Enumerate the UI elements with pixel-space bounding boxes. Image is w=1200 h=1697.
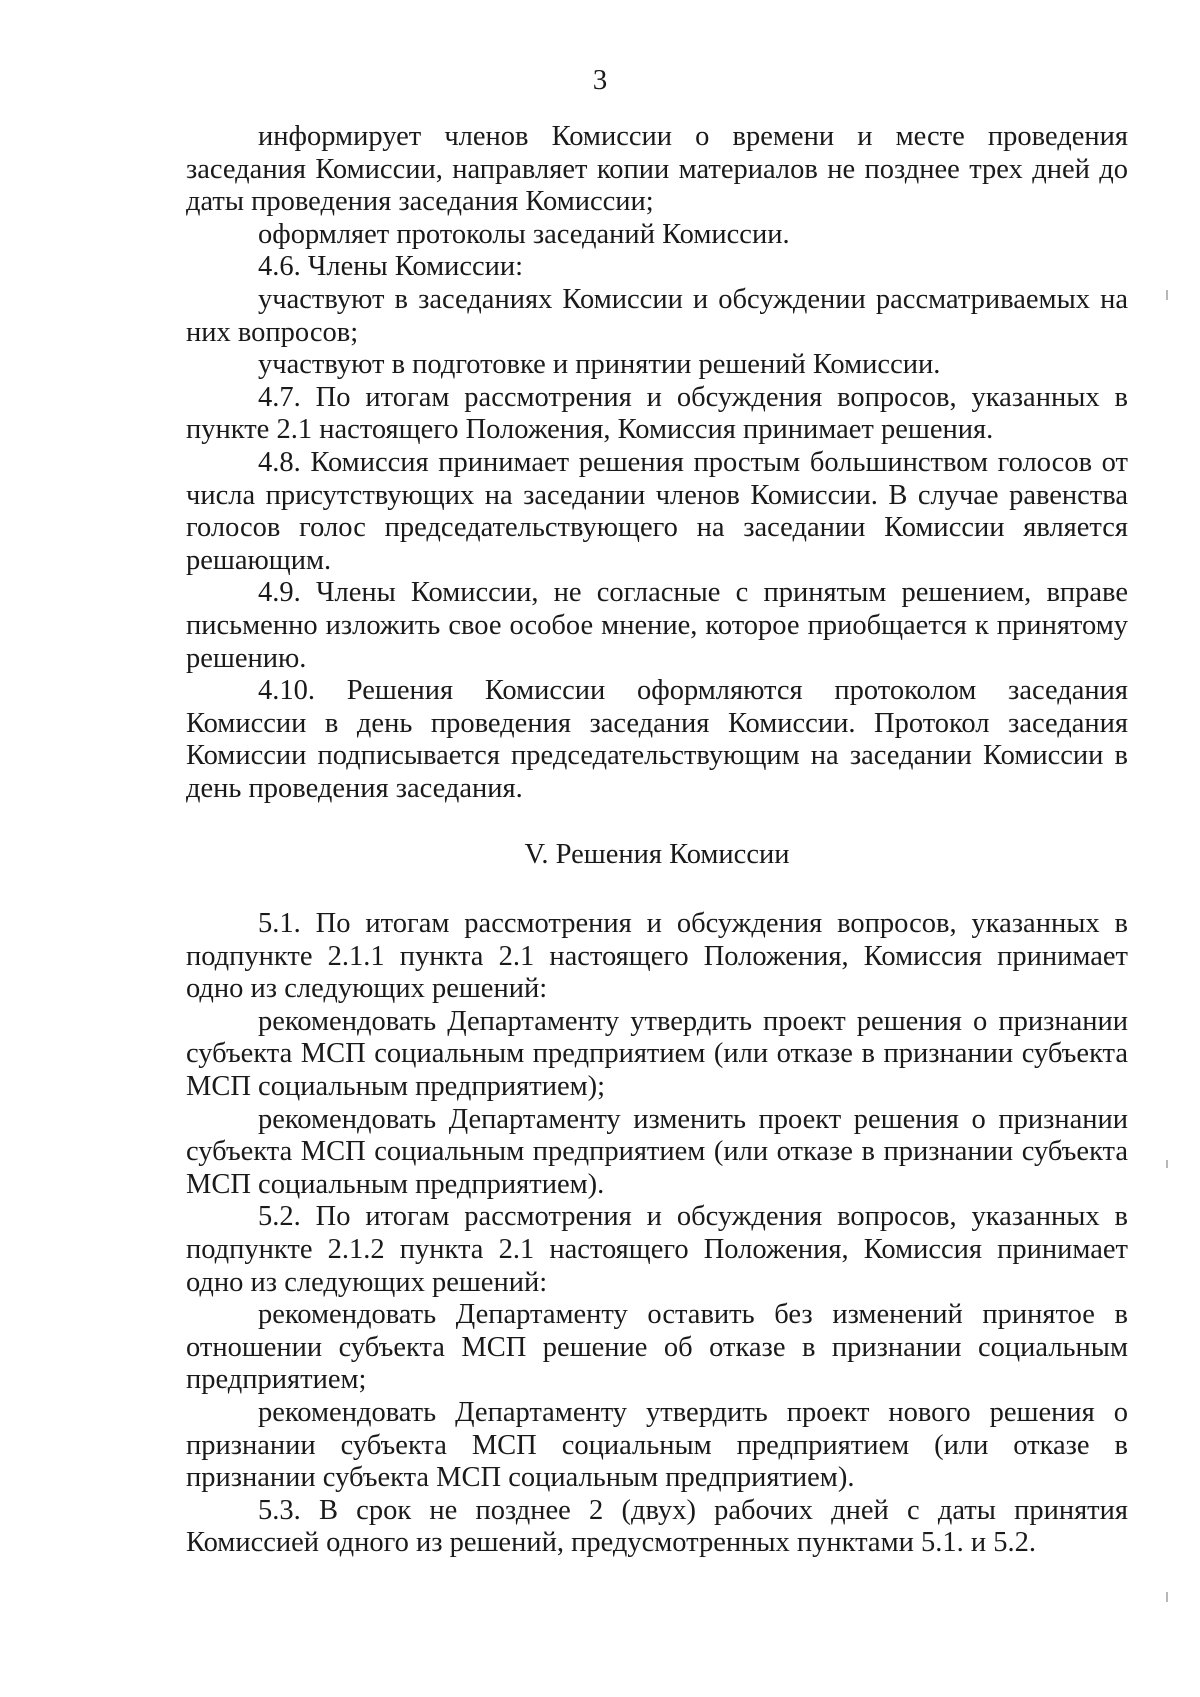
paragraph: участвуют в подготовке и принятии решений Комиссии. [258,349,941,381]
paragraph: 5.2. По итогам рассмотрения и обсуждения вопросов, указанных в подпункте 2.1.2 пункта 2.1 настоящего Положения, Комиссия принимает одно из следующих решений: [186,1201,1128,1298]
paragraph: 4.7. По итогам рассмотрения и обсуждения вопросов, указанных в пункте 2.1 настоящего Положения, Комиссия принимает решения. [186,381,1128,446]
scan-artifact [1166,1160,1168,1168]
paragraph: 5.1. По итогам рассмотрения и обсуждения вопросов, указанных в подпункте 2.1.1 пункта 2.1 настоящего Положения, Комиссия принимает одно из следующих решений: [186,908,1128,1005]
paragraph: оформляет протоколы заседаний Комиссии. [258,218,790,250]
paragraph: 4.6. Члены Комиссии: [258,251,524,283]
page-number: 3 [592,64,608,96]
section-heading: V. Решения Комиссии [524,839,790,871]
paragraph: информирует членов Комиссии о времени и месте проведения заседания Комиссии, направляет копии материалов не позднее трех дней до даты проведения заседания Комиссии; [186,121,1128,218]
document-body [186,121,1128,1560]
paragraph: рекомендовать Департаменту утвердить проект решения о признании субъекта МСП социальным предприятием (или отказе в признании субъекта МСП социальным предприятием); [186,1005,1128,1103]
paragraph: 4.8. Комиссия принимает решения простым большинством голосов от числа присутствующих на заседании членов Комиссии. В случае равенства голосов голос председательствующего на заседании Комиссии является решающим. [186,446,1128,576]
scan-artifact [1166,290,1168,300]
paragraph: рекомендовать Департаменту оставить без изменений принятое в отношении субъекта МСП решение об отказе в признании социальным предприятием; [186,1299,1128,1396]
paragraph: участвуют в заседаниях Комиссии и обсуждении рассматриваемых на них вопросов; [186,283,1128,348]
paragraph: 4.9. Члены Комиссии, не согласные с принятым решением, вправе письменно изложить свое особое мнение, которое приобщается к принятому решению. [186,577,1128,674]
paragraph: рекомендовать Департаменту утвердить проект нового решения о признании субъекта МСП социальным предприятием (или отказе в признании субъекта МСП социальным предприятием). [186,1396,1128,1494]
paragraph: 5.3. В срок не позднее 2 (двух) рабочих дней с даты принятия Комиссией одного из решений, предусмотренных пунктами 5.1. и 5.2. [186,1494,1128,1559]
paragraph: рекомендовать Департаменту изменить проект решения о признании субъекта МСП социальным предприятием (или отказе в признании субъекта МСП социальным предприятием). [186,1103,1128,1200]
scan-artifact [1166,1592,1168,1602]
paragraph: 4.10. Решения Комиссии оформляются протоколом заседания Комиссии в день проведения заседания Комиссии. Протокол заседания Комиссии подписывается председательствующим на заседании Комиссии в день проведения заседания. [186,675,1128,804]
